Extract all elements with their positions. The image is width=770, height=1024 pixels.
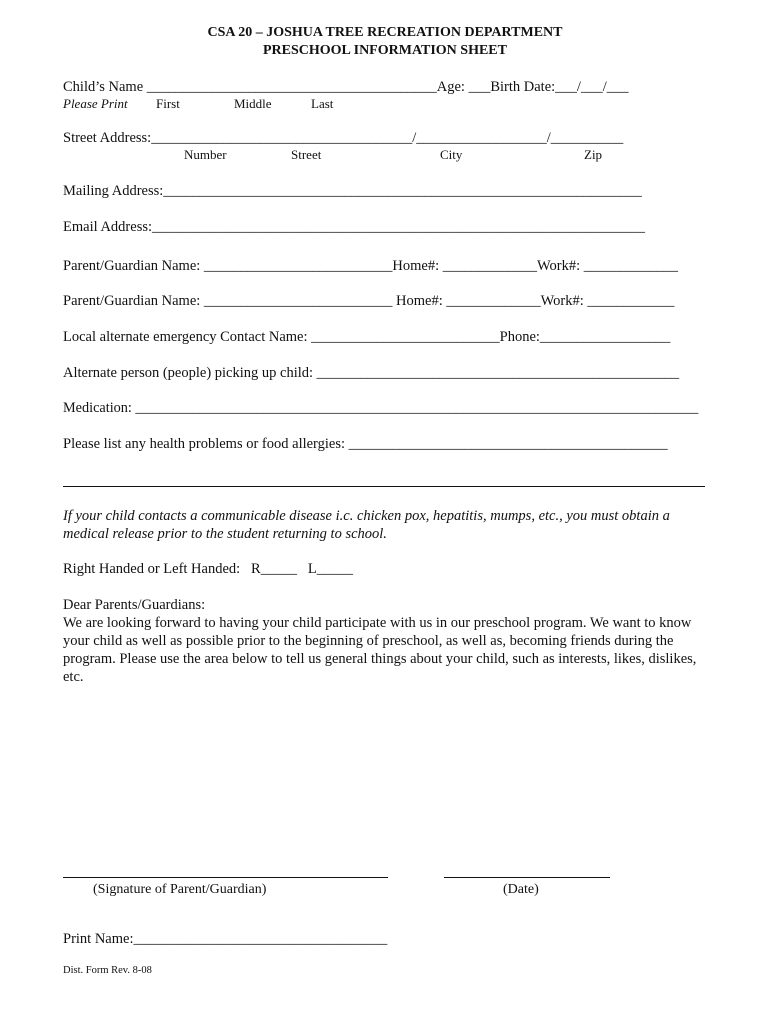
letter-body: We are looking forward to having your child participate with us in our preschool program. We want to know your child as well as possible prior to the beginning of preschool, as well as, becoming friends during the program. Please use the area below to tell us general things about your child, such as interests, likes, dislikes, etc.	[63, 615, 697, 685]
street-address-field[interactable]: Street Address:____________________________________/__________________/__________	[63, 130, 624, 146]
letter-salutation: Dear Parents/Guardians:	[63, 597, 206, 613]
form-subtitle: PRESCHOOL INFORMATION SHEET	[262, 43, 507, 58]
guardian-2-field[interactable]: Parent/Guardian Name: __________________________ Home#: _____________Work#: ____________	[63, 293, 675, 309]
middle-name-label: Middle	[234, 96, 272, 111]
health-problems-field[interactable]: Please list any health problems or food allergies: ____________________________________________	[63, 436, 668, 452]
last-name-label: Last	[311, 96, 334, 111]
medication-field[interactable]: Medication: _______________________________________________________________________________	[63, 400, 699, 416]
city-label: City	[440, 147, 463, 162]
handedness-field[interactable]: Right Handed or Left Handed: R_____ L_____	[63, 561, 353, 577]
please-print-note: Please Print	[63, 96, 128, 111]
health-continuation-line[interactable]	[63, 486, 705, 487]
child-name-field[interactable]: Child’s Name ________________________________________Age: ___Birth Date:___/___/___	[63, 79, 629, 95]
email-address-field[interactable]: Email Address:____________________________________________________________________	[63, 219, 646, 235]
form-revision: Dist. Form Rev. 8-08	[63, 965, 152, 976]
street-label: Street	[291, 147, 322, 162]
guardian-1-field[interactable]: Parent/Guardian Name: __________________________Home#: _____________Work#: _____________	[63, 258, 679, 274]
signature-line[interactable]	[63, 877, 388, 878]
number-label: Number	[184, 147, 227, 162]
communicable-disease-notice: If your child contacts a communicable disease i.c. chicken pox, hepatitis, mumps, etc., you must obtain a medical release prior to the student returning to school.	[63, 508, 670, 542]
form-title: CSA 20 – JOSHUA TREE RECREATION DEPARTMENT	[207, 25, 563, 40]
mailing-address-field[interactable]: Mailing Address:__________________________________________________________________	[63, 183, 642, 199]
print-name-field[interactable]: Print Name:___________________________________	[63, 931, 388, 947]
first-name-label: First	[156, 96, 180, 111]
emergency-contact-field[interactable]: Local alternate emergency Contact Name: __________________________Phone:__________________	[63, 329, 671, 345]
date-line[interactable]	[444, 877, 610, 878]
signature-label: (Signature of Parent/Guardian)	[93, 882, 267, 897]
zip-label: Zip	[584, 147, 603, 162]
pickup-person-field[interactable]: Alternate person (people) picking up child: __________________________________________________	[63, 365, 680, 381]
date-label: (Date)	[503, 882, 539, 897]
